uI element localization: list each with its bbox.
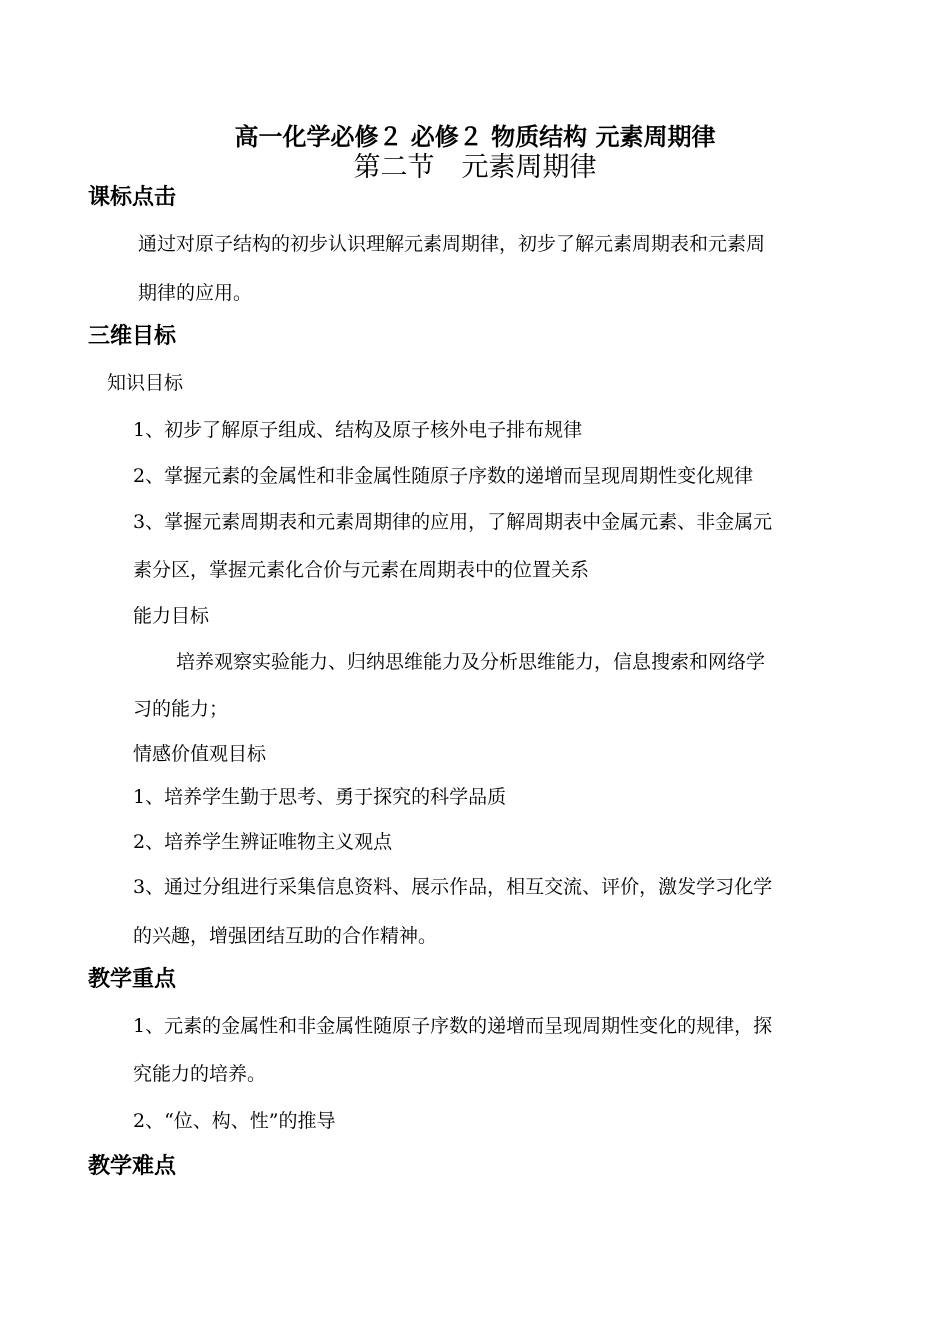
knowledge-line-4: 素分区，掌握元素化合价与元素在周期表中的位置关系 <box>133 559 590 581</box>
emotion-line-1: 1、培养学生勤于思考、勇于探究的科学品质 <box>133 786 507 808</box>
kebiao-line-1: 通过对原子结构的初步认识理解元素周期律，初步了解元素周期表和元素周 <box>138 233 766 255</box>
subheading-knowledge: 知识目标 <box>107 372 184 394</box>
subheading-emotion: 情感价值观目标 <box>133 743 267 765</box>
ability-line-2: 习的能力； <box>133 698 229 720</box>
zhongdian-line-2: 究能力的培养。 <box>133 1063 267 1085</box>
heading-nandian: 教学难点 <box>88 1154 177 1179</box>
emotion-line-3: 3、通过分组进行采集信息资料、展示作品，相互交流、评价，激发学习化学 <box>133 876 773 898</box>
emotion-line-2: 2、培养学生辨证唯物主义观点 <box>133 831 393 853</box>
knowledge-line-2: 2、掌握元素的金属性和非金属性随原子序数的递增而呈现周期性变化规律 <box>133 465 754 487</box>
knowledge-line-1: 1、初步了解原子组成、结构及原子核外电子排布规律 <box>133 419 583 441</box>
zhongdian-line-3: 2、“位、构、性”的推导 <box>133 1110 336 1132</box>
subheading-ability: 能力目标 <box>133 605 210 627</box>
emotion-line-4: 的兴趣，增强团结互助的合作精神。 <box>133 925 438 947</box>
ability-line-1: 培养观察实验能力、归纳思维能力及分析思维能力，信息搜索和网络学 <box>176 651 766 673</box>
heading-sanwei: 三维目标 <box>88 324 177 349</box>
document-title: 高一化学必修２ 必修２ 物质结构 元素周期律 <box>234 123 716 151</box>
kebiao-line-2: 期律的应用。 <box>138 282 253 304</box>
zhongdian-line-1: 1、元素的金属性和非金属性随原子序数的递增而呈现周期性变化的规律，探 <box>133 1015 773 1037</box>
knowledge-line-3: 3、掌握元素周期表和元素周期律的应用，了解周期表中金属元素、非金属元 <box>133 511 773 533</box>
heading-kebiao: 课标点击 <box>88 185 177 210</box>
heading-zhongdian: 教学重点 <box>88 967 177 992</box>
section-title: 第二节 元素周期律 <box>353 152 597 183</box>
